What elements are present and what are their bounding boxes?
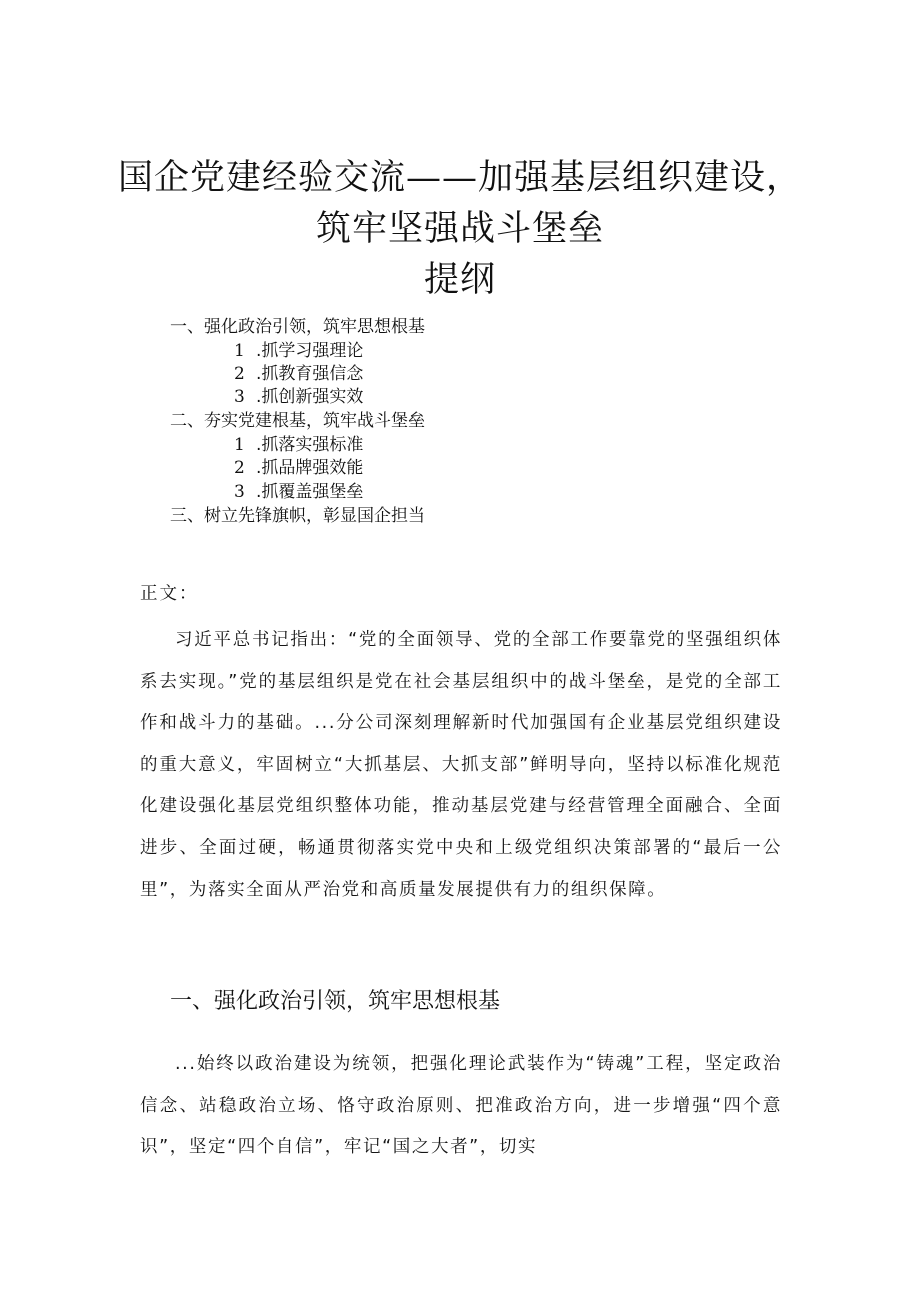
body-paragraph-2: ...始终以政治建设为统领，把强化理论武装作为“铸魂”工程，坚定政治信念、站稳政治立场、恪守政治原则、把准政治方向，进一步增强“四个意识”，坚定“四个自信”，牢记“国之大者”，切实: [140, 1054, 782, 1158]
document-title-line-2: 筑牢坚强战斗堡垒: [315, 209, 604, 249]
outline-item-number: 3: [234, 387, 245, 407]
outline-item-number: 1: [234, 435, 245, 455]
outline-item-number: 1: [234, 341, 245, 361]
outline-item-text: .抓创新强实效: [256, 387, 364, 407]
document-title-line-3: 提纲: [423, 260, 496, 300]
outline-heading-3: 三、树立先锋旗帜，彰显国企担当: [170, 506, 425, 526]
outline-item-2-1: [234, 433, 363, 457]
outline-item-number: 3: [234, 482, 245, 502]
outline-heading-2: 二、夯实党建根基，筑牢战斗堡垒: [170, 411, 425, 431]
outline-item-text: .抓落实强标准: [256, 435, 364, 455]
section-heading-1: 一、强化政治引领，筑牢思想根基: [170, 989, 501, 1014]
outline-item-1-1: [234, 339, 363, 363]
outline-item-1-3: [234, 385, 363, 409]
outline-heading-1: 一、强化政治引领，筑牢思想根基: [170, 317, 425, 337]
outline-item-number: 2: [234, 364, 245, 384]
body-paragraph-1: 习近平总书记指出：“党的全面领导、党的全部工作要靠党的坚强组织体系去实现。”党的基层组织是党在社会基层组织中的战斗堡垒，是党的全部工作和战斗力的基础。...分公司深刻理解新时代加强国有企业基层党组织建设的重大意义，牢固树立“大抓基层、大抓支部”鲜明导向，坚持以标准化规范化建设强化基层党组织整体功能，推动基层党建与经营管理全面融合、全面进步、全面过硬，畅通贯彻落实党中央和上级党组织决策部署的“最后一公里”，为落实全面从严治党和高质量发展提供有力的组织保障。: [140, 630, 782, 900]
outline-item-2-3: [234, 480, 363, 504]
outline-item-2-2: [234, 456, 363, 480]
outline-item-1-2: [234, 362, 363, 386]
outline-item-text: .抓覆盖强堡垒: [256, 482, 364, 502]
document-title-line-1: 国企党建经验交流——加强基层组织建设，: [117, 158, 802, 198]
body-label: 正文：: [140, 584, 199, 604]
outline-item-text: .抓品牌强效能: [256, 458, 364, 478]
outline-item-number: 2: [234, 458, 245, 478]
outline-item-text: .抓教育强信念: [256, 364, 364, 384]
outline-item-text: .抓学习强理论: [256, 341, 364, 361]
